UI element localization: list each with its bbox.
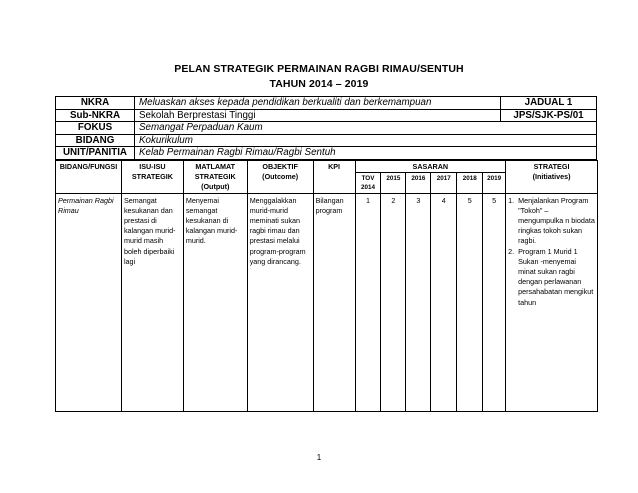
cell-target-2015: 2 — [381, 193, 406, 411]
header-strategi: STRATEGI (Initiatives) — [506, 161, 598, 194]
cell-bidang: Permainan Ragbi Rimau — [56, 193, 122, 411]
header-year-2015: 2015 — [381, 173, 406, 193]
info-table — [55, 96, 597, 160]
unit-label: UNIT/PANITIA — [56, 147, 135, 160]
header-objektif: OBJEKTIF (Outcome) — [247, 161, 313, 194]
cell-isu: Semangat kesukanan dan prestasi di kalangan murid-murid masih boleh diperbaiki lagi — [121, 193, 183, 411]
header-year-2018: 2018 — [457, 173, 483, 193]
header-matlamat: MATLAMAT STRATEGIK (Output) — [183, 161, 247, 194]
page-number: 1 — [316, 453, 322, 462]
header-year-2016: 2016 — [406, 173, 431, 193]
strategic-plan-table — [55, 160, 598, 412]
cell-target-tov: 1 — [355, 193, 381, 411]
document-subtitle: TAHUN 2014 – 2019 — [269, 78, 369, 90]
subnkra-value: Sekolah Berprestasi Tinggi — [135, 109, 501, 122]
strategi-list — [508, 196, 595, 308]
nkra-value: Meluaskan akses kepada pendidikan berkualiti dan berkemampuan — [135, 97, 501, 110]
header-isu: ISU-ISU STRATEGIK — [121, 161, 183, 194]
fokus-label: FOKUS — [56, 122, 135, 135]
header-row-1 — [56, 161, 598, 173]
document-code: JPS/SJK-PS/01 — [501, 109, 597, 122]
bidang-value: Kokurikulum — [135, 134, 597, 147]
header-sasaran: SASARAN — [355, 161, 506, 173]
list-item — [508, 196, 595, 247]
bidang-label: BIDANG — [56, 134, 135, 147]
header-year-2017: 2017 — [431, 173, 457, 193]
header-kpi: KPI — [313, 161, 355, 194]
info-row-nkra — [56, 97, 597, 110]
cell-target-2016: 3 — [406, 193, 431, 411]
list-item-number: 2. — [508, 246, 515, 256]
cell-strategi — [506, 193, 598, 411]
info-row-fokus — [56, 122, 597, 135]
list-item — [508, 247, 595, 308]
table-row — [56, 193, 598, 411]
document-title: PELAN STRATEGIK PERMAINAN RAGBI RIMAU/SENTUH — [174, 63, 464, 75]
header-year-2019: 2019 — [483, 173, 506, 193]
info-row-unit — [56, 147, 597, 160]
cell-objektif: Menggalakkan murid-murid meminati sukan ragbi rimau dan prestasi melalui program-program yang dirancang. — [247, 193, 313, 411]
fokus-value: Semangat Perpaduan Kaum — [135, 122, 597, 135]
info-row-subnkra — [56, 109, 597, 122]
cell-target-2017: 4 — [431, 193, 457, 411]
list-item-text: Menjalankan Program "Tokoh" – mengumpulka n biodata ringkas tokoh sukan ragbi. — [518, 195, 595, 246]
header-year-tov: TOV 2014 — [355, 173, 381, 193]
list-item-number: 1. — [508, 195, 515, 205]
list-item-text: Program 1 Murid 1 Sukan -menyemai minat sukan ragbi dengan perlawanan persahabatan mengikut tahun — [518, 246, 594, 307]
cell-target-2019: 5 — [483, 193, 506, 411]
header-bidang: BIDANG/FUNGSI — [56, 161, 122, 194]
info-row-bidang — [56, 134, 597, 147]
nkra-label: NKRA — [56, 97, 135, 110]
subnkra-label: Sub-NKRA — [56, 109, 135, 122]
cell-target-2018: 5 — [457, 193, 483, 411]
unit-value: Kelab Permainan Ragbi Rimau/Ragbi Sentuh — [135, 147, 597, 160]
jadual-label: JADUAL 1 — [501, 97, 597, 110]
cell-matlamat: Menyemai semangat kesukanan di kalangan murid-murid. — [183, 193, 247, 411]
cell-kpi: Bilangan program — [313, 193, 355, 411]
